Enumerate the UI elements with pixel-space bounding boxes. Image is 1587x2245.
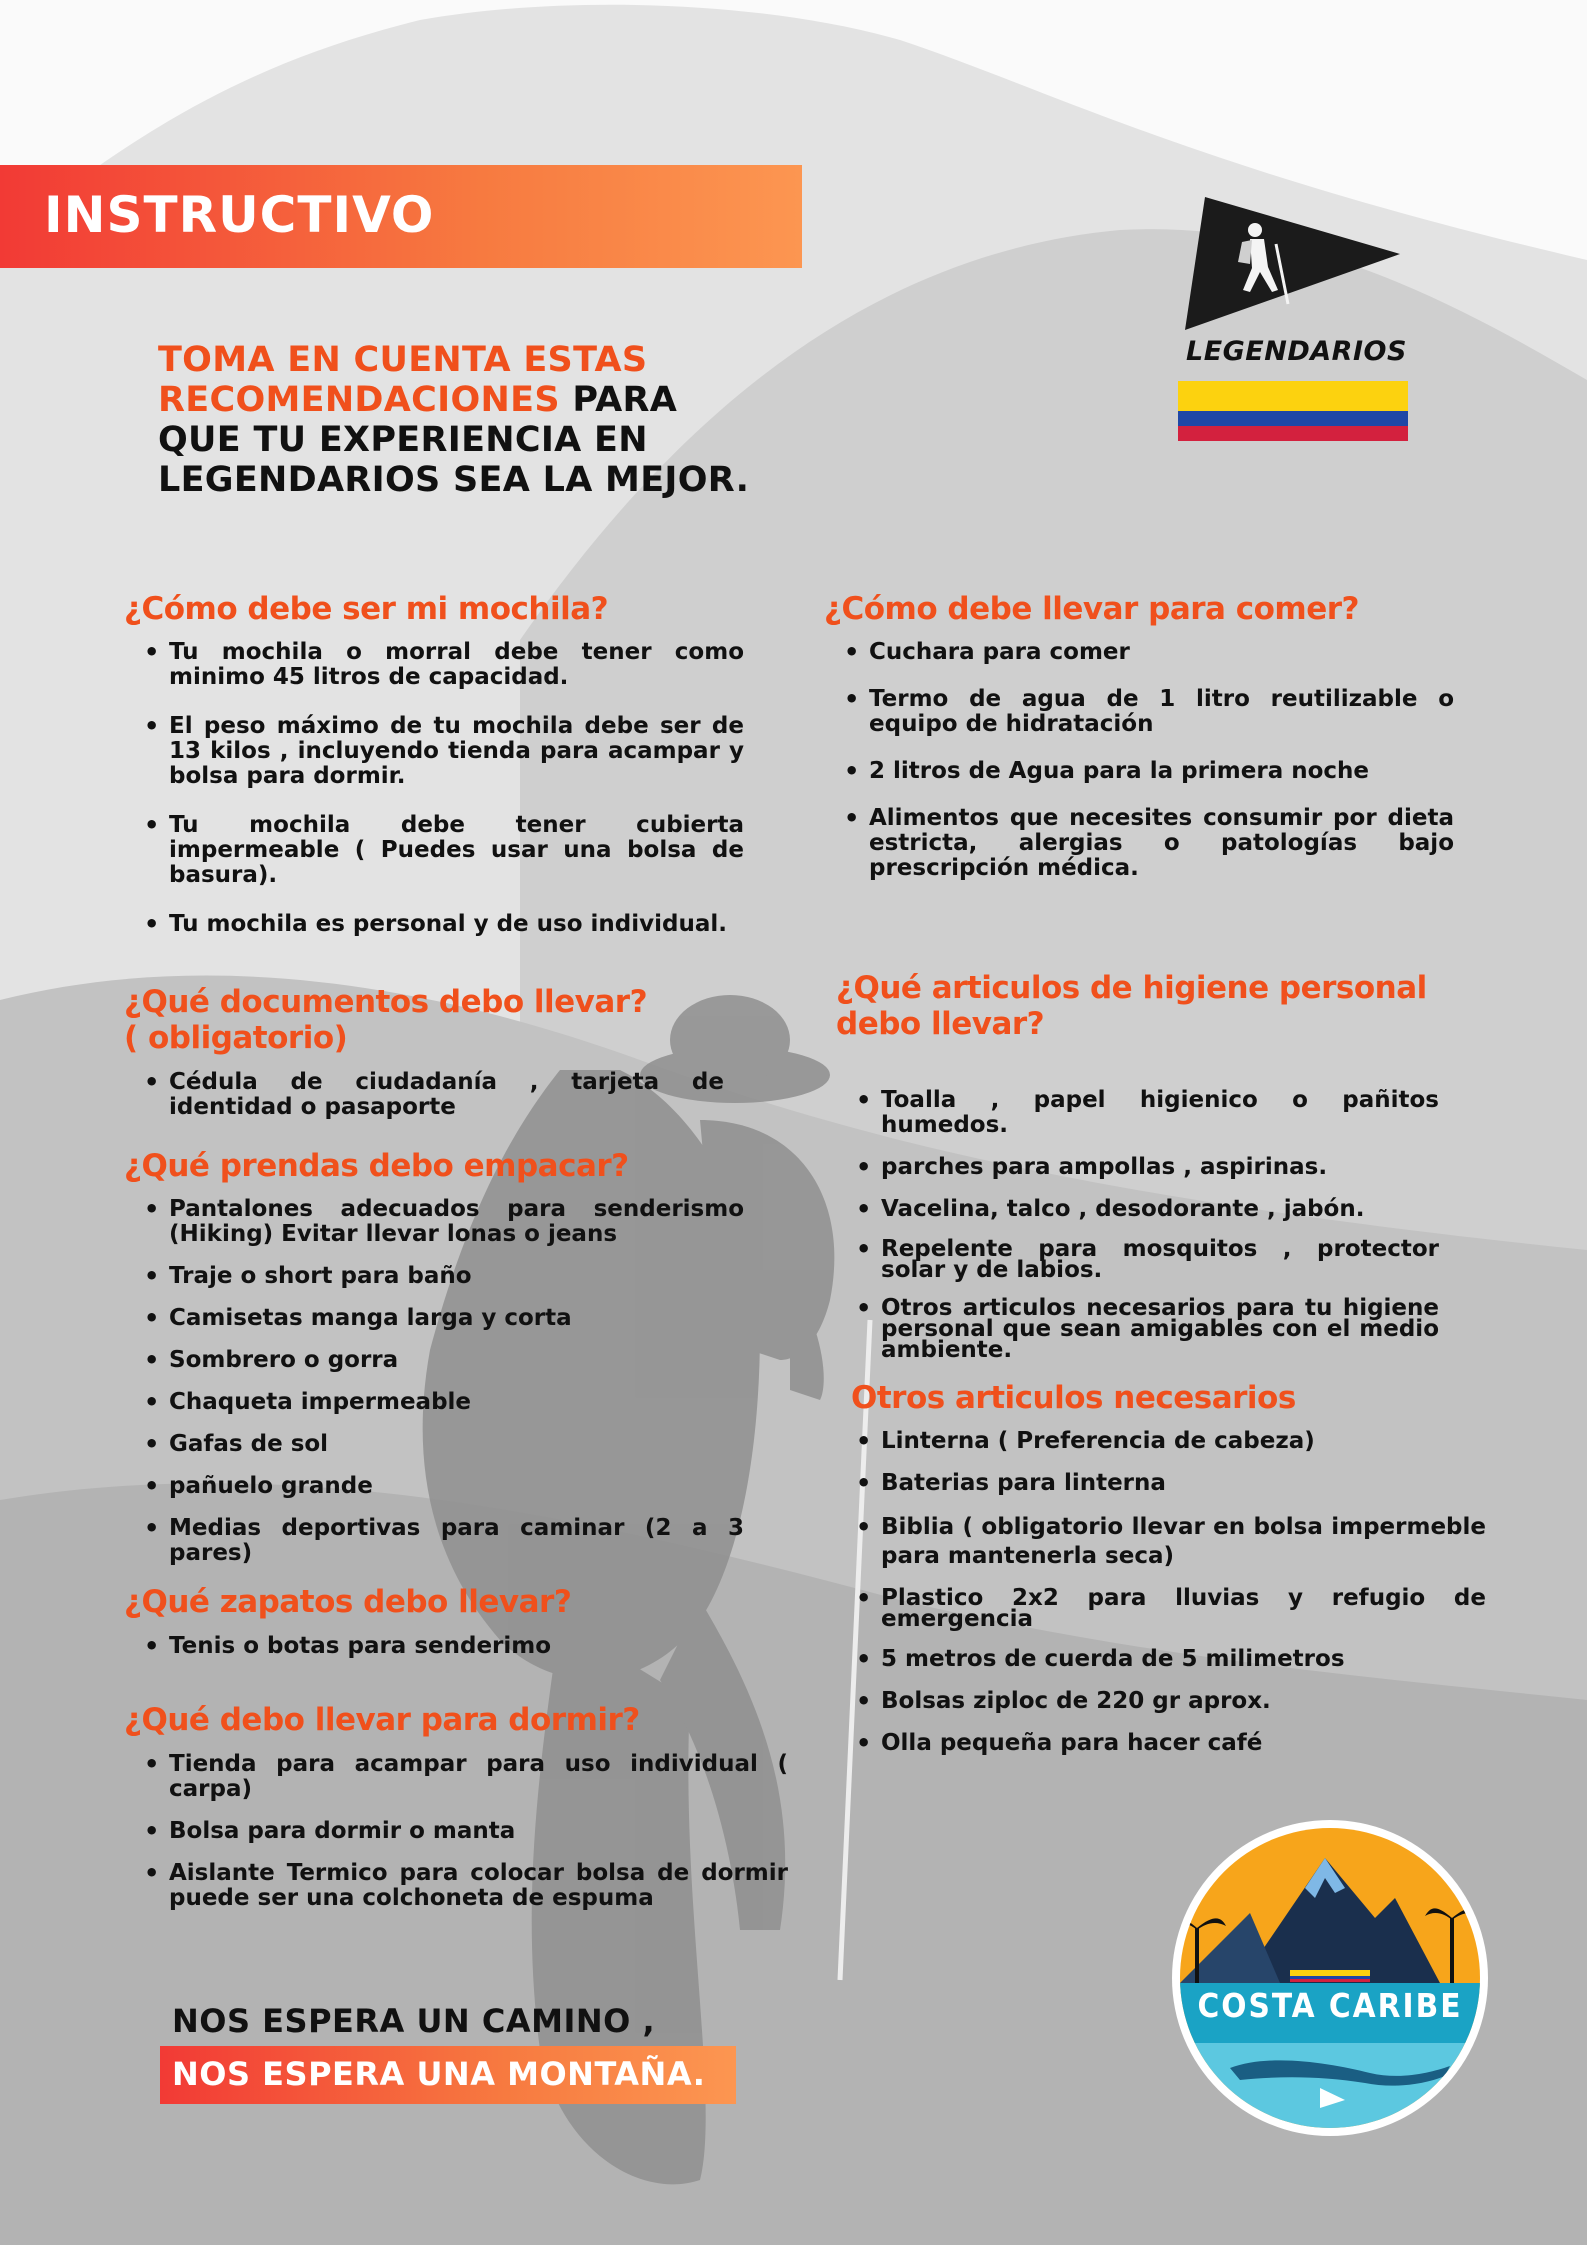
footer-line-1: NOS ESPERA UN CAMINO , — [172, 2002, 656, 2040]
section-otros — [836, 1380, 1486, 1756]
section-comer — [824, 591, 1454, 881]
section-title: Otros articulos necesarios — [851, 1380, 1296, 1416]
list-item: • Olla pequeña para hacer café — [836, 1731, 1486, 1756]
list-item: • Biblia ( obligatorio llevar en bolsa impermeble para mantenerla seca) — [836, 1513, 1486, 1571]
list-item: • Tienda para acampar para uso individual ( carpa) — [124, 1752, 788, 1802]
intro-line-3: QUE TU EXPERIENCIA EN — [158, 420, 648, 460]
hiker-flag-icon — [1180, 192, 1405, 332]
list-item: • Tenis o botas para senderimo — [124, 1634, 744, 1659]
intro-highlight-2: RECOMENDACIONES — [158, 380, 560, 420]
intro-heading — [158, 340, 818, 500]
list-item: • Pantalones adecuados para senderismo (Hiking) Evitar llevar lonas o jeans — [124, 1197, 744, 1247]
list-item: • Bolsa para dormir o manta — [124, 1819, 788, 1844]
badge-text: COSTA CARIBE — [1197, 1986, 1463, 2025]
list-item: • Medias deportivas para caminar (2 a 3 pares) — [124, 1516, 744, 1566]
list-item: • Toalla , papel higienico o pañitos humedos. — [836, 1088, 1439, 1138]
section-prendas — [124, 1148, 744, 1566]
section-dormir — [124, 1702, 788, 1911]
list-item: • El peso máximo de tu mochila debe ser de 13 kilos , incluyendo tienda para acampar y bolsa para dormir. — [124, 714, 744, 789]
list-item: • Cuchara para comer — [824, 640, 1454, 665]
list-item: • pañuelo grande — [124, 1474, 744, 1499]
list-item: • Bolsas ziploc de 220 gr aprox. — [836, 1689, 1486, 1714]
list-item: • Repelente para mosquitos , protector solar y de labios. — [836, 1239, 1439, 1281]
list-item: • parches para ampollas , aspirinas. — [836, 1155, 1439, 1180]
list-item: • 2 litros de Agua para la primera noche — [824, 759, 1454, 784]
list-item: • Camisetas manga larga y corta — [124, 1306, 744, 1331]
section-mochila — [124, 591, 744, 937]
section-title: ¿Qué debo llevar para dormir? — [124, 1702, 640, 1738]
list-item: • Sombrero o gorra — [124, 1348, 744, 1373]
list-item: • Gafas de sol — [124, 1432, 744, 1457]
intro-line-4: LEGENDARIOS SEA LA MEJOR. — [158, 460, 750, 500]
section-title: ¿Qué documentos debo llevar? ( obligatorio) — [124, 984, 648, 1056]
list-item: • Tu mochila debe tener cubierta impermeable ( Puedes usar una bolsa de basura). — [124, 813, 744, 888]
list-item: • Cédula de ciudadanía , tarjeta de identidad o pasaporte — [124, 1070, 724, 1120]
footer-line-2: NOS ESPERA UNA MONTAÑA. — [172, 2055, 706, 2093]
list-item: • Vacelina, talco , desodorante , jabón. — [836, 1197, 1439, 1222]
section-title: ¿Cómo debe ser mi mochila? — [124, 591, 609, 627]
intro-rest-2: PARA — [559, 380, 678, 420]
logo-wordmark: LEGENDARIOS — [1186, 336, 1407, 367]
list-item: • Tu mochila o morral debe tener como minimo 45 litros de capacidad. — [124, 640, 744, 690]
list-item: • Otros articulos necesarios para tu higiene personal que sean amigables con el medio ambiente. — [836, 1298, 1439, 1361]
list-item: • Baterias para linterna — [836, 1471, 1486, 1496]
list-item: • Linterna ( Preferencia de cabeza) — [836, 1429, 1486, 1454]
list-item: • 5 metros de cuerda de 5 milimetros — [836, 1647, 1486, 1672]
section-zapatos — [124, 1584, 744, 1659]
section-higiene — [836, 970, 1476, 1361]
list-item: • Plastico 2x2 para lluvias y refugio de emergencia — [836, 1588, 1486, 1630]
list-item: • Alimentos que necesites consumir por dieta estricta, alergias o patologías bajo prescripción médica. — [824, 806, 1454, 881]
section-documentos — [124, 984, 724, 1120]
section-title: ¿Qué articulos de higiene personal debo llevar? — [836, 970, 1427, 1042]
section-title: ¿Cómo debe llevar para comer? — [824, 591, 1360, 627]
list-item: • Tu mochila es personal y de uso individual. — [124, 912, 744, 937]
page-title: INSTRUCTIVO — [44, 186, 435, 244]
section-title: ¿Qué prendas debo empacar? — [124, 1148, 629, 1184]
section-title: ¿Qué zapatos debo llevar? — [124, 1584, 572, 1620]
list-item: • Termo de agua de 1 litro reutilizable o equipo de hidratación — [824, 687, 1454, 737]
colombia-flag — [1178, 381, 1408, 441]
costa-caribe-badge-icon — [1170, 1818, 1490, 2138]
list-item: • Chaqueta impermeable — [124, 1390, 744, 1415]
list-item: • Aislante Termico para colocar bolsa de dormir puede ser una colchoneta de espuma — [124, 1861, 788, 1911]
list-item: • Traje o short para baño — [124, 1264, 744, 1289]
intro-highlight-1: TOMA EN CUENTA ESTAS — [158, 340, 648, 380]
